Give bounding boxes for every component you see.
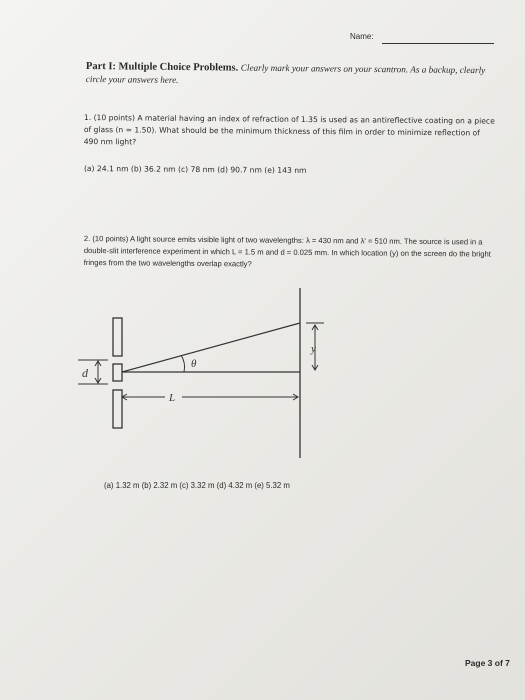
label-theta: θ [191,358,197,370]
label-L: L [169,392,176,404]
label-d: d [82,366,88,380]
upper-slit-plate [113,318,122,356]
name-label: Name: [350,32,374,41]
question-1-choices: (a) 24.1 nm (b) 36.2 nm (c) 78 nm (d) 90.7 nm (e) 143 nm [83,164,307,175]
ray-to-fringe [122,323,300,372]
label-y: y [311,343,316,355]
theta-arc [181,355,185,372]
question-2-choices: (a) 1.32 m (b) 2.32 m (c) 3.32 m (d) 4.32 m (e) 5.32 m [104,481,290,490]
lower-slit-plate [113,390,122,428]
question-2-text: 2. (10 points) A light source emits visible light of two wavelengths: λ = 430 nm and λ' = 510 nm. The source is used in a double-slit interference experiment in which L = 1.5 m and d = 0.025 mm. In which location (y) on the screen do the bright fringes from the two wavelengths overlap exactly? [83,233,491,269]
part-title-bold: Part I: Multiple Choice Problems. [85,60,239,74]
middle-slit-plate [113,364,122,381]
question-1-text: 1. (10 points) A material having an index of refraction of 1.35 is used as an antireflective coating on a piece of glass (n = 1.50). What should be the minimum thickness of this film in order to minimize reflection of 490 nm light? [83,112,495,147]
page-number: Page 3 of 7 [465,658,510,668]
part-instructions: Clearly mark your answers on your scantron. As a backup, clearly circle your answers here. [85,62,486,85]
